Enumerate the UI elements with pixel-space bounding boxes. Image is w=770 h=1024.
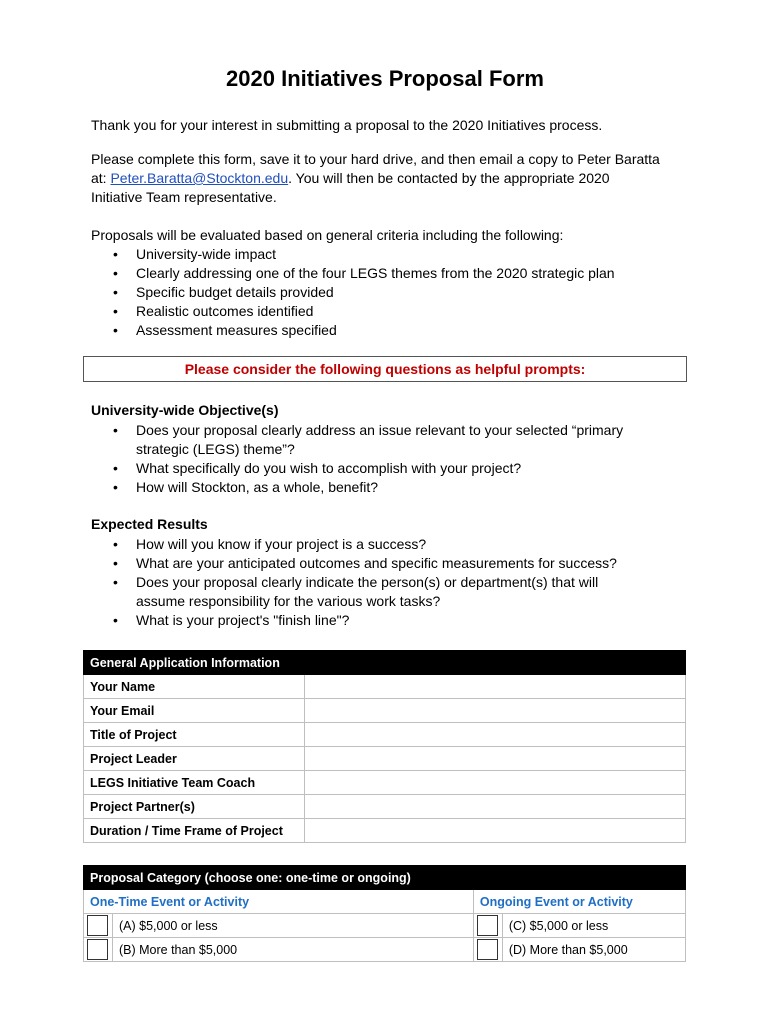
table-row <box>84 795 686 819</box>
option-c-checkbox[interactable] <box>477 915 498 936</box>
table-row <box>84 699 686 723</box>
criteria-list <box>91 245 651 340</box>
table-row <box>84 723 686 747</box>
ongoing-heading: Ongoing Event or Activity <box>473 890 685 914</box>
table-row <box>84 890 686 914</box>
field-label: Your Name <box>84 675 305 699</box>
option-d-label: (D) More than $5,000 <box>502 938 685 962</box>
field-label: Your Email <box>84 699 305 723</box>
table-row <box>84 938 686 962</box>
list-item: • Does your proposal clearly address an issue relevant to your selected “primary strategic (LEGS) theme”? <box>91 421 651 459</box>
your-name-input[interactable] <box>305 675 686 699</box>
field-label: Project Leader <box>84 747 305 771</box>
option-b-label: (B) More than $5,000 <box>113 938 474 962</box>
list-item: • What specifically do you wish to accomplish with your project? <box>91 459 651 478</box>
instructions-after-email: . You will then be contacted by the appropriate 2020 <box>288 170 610 186</box>
option-d-cell <box>473 938 502 962</box>
option-a-checkbox[interactable] <box>87 915 108 936</box>
table-row <box>84 675 686 699</box>
instructions-line1: Please complete this form, save it to your hard drive, and then email a copy to Peter Baratta <box>91 151 660 167</box>
prompt-banner: Please consider the following questions as helpful prompts: <box>83 356 687 382</box>
option-c-label: (C) $5,000 or less <box>502 914 685 938</box>
list-item: • Realistic outcomes identified <box>91 302 651 321</box>
field-label: Duration / Time Frame of Project <box>84 819 305 843</box>
list-item: • Specific budget details provided <box>91 283 651 302</box>
list-item: • How will Stockton, as a whole, benefit? <box>91 478 651 497</box>
option-c-cell <box>473 914 502 938</box>
option-b-cell <box>84 938 113 962</box>
category-table <box>83 865 686 962</box>
list-item: • Assessment measures specified <box>91 321 651 340</box>
intro-text: Thank you for your interest in submitting a proposal to the 2020 Initiatives process. <box>91 117 603 133</box>
email-link[interactable]: Peter.Baratta@Stockton.edu <box>110 170 289 186</box>
instructions-at: at: <box>91 170 111 186</box>
results-list <box>91 535 651 630</box>
table-row <box>84 771 686 795</box>
page-title: 2020 Initiatives Proposal Form <box>226 66 544 91</box>
option-d-checkbox[interactable] <box>477 939 498 960</box>
list-item: • University-wide impact <box>91 245 651 264</box>
team-coach-input[interactable] <box>305 771 686 795</box>
list-item: • Clearly addressing one of the four LEGS themes from the 2020 strategic plan <box>91 264 651 283</box>
table-row <box>84 819 686 843</box>
project-title-input[interactable] <box>305 723 686 747</box>
field-label: LEGS Initiative Team Coach <box>84 771 305 795</box>
project-leader-input[interactable] <box>305 747 686 771</box>
option-a-cell <box>84 914 113 938</box>
option-a-label: (A) $5,000 or less <box>113 914 474 938</box>
field-label: Project Partner(s) <box>84 795 305 819</box>
general-info-table <box>83 650 686 843</box>
objectives-list <box>91 421 651 497</box>
project-partners-input[interactable] <box>305 795 686 819</box>
table-row <box>84 914 686 938</box>
field-label: Title of Project <box>84 723 305 747</box>
list-item: • What is your project's "finish line"? <box>91 611 651 630</box>
option-b-checkbox[interactable] <box>87 939 108 960</box>
results-heading: Expected Results <box>91 516 208 532</box>
instructions-text <box>91 150 691 207</box>
objectives-heading: University-wide Objective(s) <box>91 402 279 418</box>
criteria-heading: Proposals will be evaluated based on general criteria including the following: <box>91 227 564 243</box>
general-info-header: General Application Information <box>84 651 686 675</box>
list-item: • What are your anticipated outcomes and specific measurements for success? <box>91 554 651 573</box>
duration-input[interactable] <box>305 819 686 843</box>
list-item: • Does your proposal clearly indicate the person(s) or department(s) that will assume responsibility for the various work tasks? <box>91 573 651 611</box>
your-email-input[interactable] <box>305 699 686 723</box>
table-row <box>84 747 686 771</box>
one-time-heading: One-Time Event or Activity <box>84 890 474 914</box>
category-header: Proposal Category (choose one: one-time or ongoing) <box>84 866 686 890</box>
instructions-line3: Initiative Team representative. <box>91 189 277 205</box>
list-item: • How will you know if your project is a success? <box>91 535 651 554</box>
